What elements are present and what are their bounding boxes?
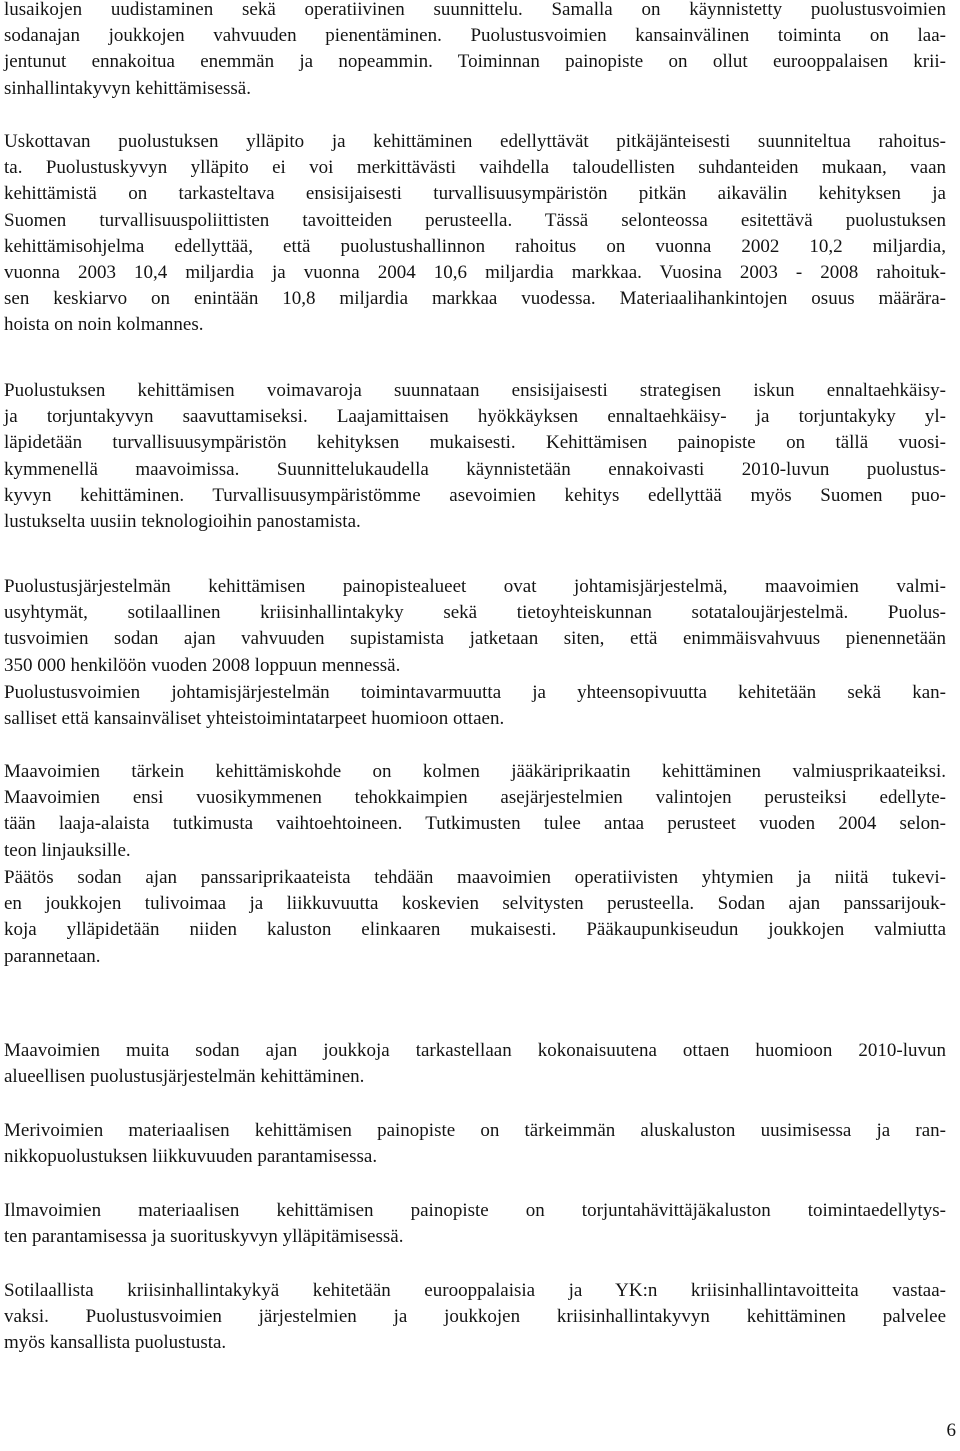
paragraph (4, 680, 946, 732)
text-line: tusvoimien sodan ajan vahvuuden supistamista jatketaan siten, että enimmäisvahvuus pienennetään (4, 628, 946, 650)
text-line: läpidetään turvallisuusympäristön kehityksen mukaisesti. Kehittämisen painopiste on tällä vuosi- (4, 432, 946, 454)
text-line: teon linjauksille. (4, 839, 131, 861)
text-line: en joukkojen tulivoimaa ja liikkuvuutta koskevien selvitysten perusteella. Sodan ajan panssarijouk- (4, 893, 946, 915)
text-line: jentunut ennakoitua enemmän ja nopeammin. Toiminnan painopiste on ollut eurooppalaisen krii- (4, 51, 946, 73)
text-line: nikkopuolustuksen liikkuvuuden parantamisessa. (4, 1146, 378, 1168)
paragraph (4, 759, 946, 864)
paragraph (4, 1278, 946, 1357)
text-line: kymmenellä maavoimissa. Suunnittelukaudella käynnistetään ennakoivasti 2010-luvun puolustus- (4, 458, 946, 480)
text-line: vaksi. Puolustusvoimien järjestelmien ja joukkojen kriisinhallintakyvyn kehittäminen palvelee (4, 1306, 946, 1328)
page-number: 6 (946, 1420, 956, 1441)
text-line: Päätös sodan ajan panssariprikaateista tehdään maavoimien operatiivisten yhtymien ja niitä tukevi- (4, 867, 946, 888)
text-line: lusaikojen uudistaminen sekä operatiivinen suunnittelu. Samalla on käynnistetty puolustusvoimien (4, 0, 946, 20)
text-line: usyhtymät, sotilaallinen kriisinhallintakyky sekä tietoyhteiskunnan sotataloujärjestelmä. Puolus- (4, 602, 946, 624)
text-line: Puolustusvoimien johtamisjärjestelmän toimintavarmuutta ja yhteensopivuutta kehitetään sekä kan- (4, 682, 946, 703)
text-line: Maavoimien muita sodan ajan joukkoja tarkastellaan kokonaisuutena ottaen huomioon 2010-luvun (4, 1040, 946, 1061)
text-line: sinhallintakyvyn kehittämisessä. (4, 77, 251, 99)
text-line: Ilmavoimien materiaalisen kehittämisen painopiste on torjuntahävittäjäkaluston toimintaedellytys- (4, 1200, 946, 1221)
text-line: sodanajan joukkojen vahvuuden pienentäminen. Puolustusvoimien kansainvälinen toiminta on laa- (4, 25, 946, 47)
text-line: Puolustuksen kehittämisen voimavaroja suunnataan ensisijaisesti strategisen iskun ennaltaehkäisy- (4, 380, 946, 401)
text-line: lustukselta uusiin teknologioihin panostamista. (4, 511, 361, 533)
text-line: hoista on noin kolmannes. (4, 314, 204, 336)
text-line: kehittämisohjelma edellyttää, että puolustushallinnon rahoitus on vuonna 2002 10,2 miljardia, (4, 235, 946, 257)
paragraph (4, 0, 946, 102)
paragraph (4, 129, 946, 339)
text-line: Suomen turvallisuuspoliittisten tavoitteiden perusteella. Tässä selonteossa esitettävä puolustuksen (4, 209, 946, 231)
text-line: parannetaan. (4, 945, 101, 967)
text-line: kehittämistä on tarkasteltava ensisijaisesti turvallisuusympäristön pitkän aikavälin kehityksen ja (4, 183, 946, 205)
text-line: Sotilaallista kriisinhallintakykyä kehitetään eurooppalaisia ja YK:n kriisinhallintavoitteita vastaa- (4, 1280, 946, 1301)
text-line: Maavoimien ensi vuosikymmenen tehokkaimpien asejärjestelmien valintojen perusteiksi edellyte- (4, 787, 946, 809)
paragraph (4, 378, 946, 535)
text-line: Merivoimien materiaalisen kehittämisen painopiste on tärkeimmän aluskaluston uusimisessa ja ran- (4, 1120, 946, 1141)
text-line: vuonna 2003 10,4 miljardia ja vuonna 2004 10,6 miljardia markkaa. Vuosina 2003 - 2008 rahoituk- (4, 262, 946, 284)
text-line: ten parantamisessa ja suorituskyvyn ylläpitämisessä. (4, 1226, 404, 1248)
text-line: myös kansallista puolustusta. (4, 1332, 227, 1354)
paragraph (4, 1118, 946, 1170)
paragraph (4, 1198, 946, 1250)
paragraph (4, 1038, 946, 1090)
text-line: Uskottavan puolustuksen ylläpito ja kehittäminen edellyttävät pitkäjänteisesti suunniteltua rahoitus- (4, 131, 946, 152)
text-line: 350 000 henkilöön vuoden 2008 loppuun mennessä. (4, 654, 401, 676)
paragraph (4, 865, 946, 970)
paragraph (4, 574, 946, 679)
text-line: alueellisen puolustusjärjestelmän kehittäminen. (4, 1066, 365, 1088)
text-line: salliset että kansainväliset yhteistoimintatarpeet huomioon ottaen. (4, 708, 505, 730)
text-line: Puolustusjärjestelmän kehittämisen painopistealueet ovat johtamisjärjestelmä, maavoimien valmi- (4, 576, 946, 597)
text-line: tään laaja-alaista tutkimusta vaihtoehtoineen. Tutkimusten tulee antaa perusteet vuoden 2004 selon- (4, 813, 946, 835)
text-line: koja ylläpidetään niiden kaluston elinkaaren mukaisesti. Pääkaupunkiseudun joukkojen valmiutta (4, 919, 946, 941)
text-line: ja torjuntakyvyn saavuttamiseksi. Laajamittaisen hyökkäyksen ennaltaehkäisy- ja torjuntakyky yl- (4, 406, 946, 428)
text-line: sen keskiarvo on enintään 10,8 miljardia markkaa vuodessa. Materiaalihankintojen osuus määrära- (4, 288, 946, 310)
text-line: ta. Puolustuskyvyn ylläpito ei voi merkittävästi vaihdella taloudellisten suhdanteiden mukaan, vaan (4, 157, 946, 179)
text-line: Maavoimien tärkein kehittämiskohde on kolmen jääkäriprikaatin kehittäminen valmiusprikaateiksi. (4, 761, 946, 782)
text-line: kyvyn kehittäminen. Turvallisuusympäristömme asevoimien kehitys edellyttää myös Suomen puo- (4, 484, 946, 506)
